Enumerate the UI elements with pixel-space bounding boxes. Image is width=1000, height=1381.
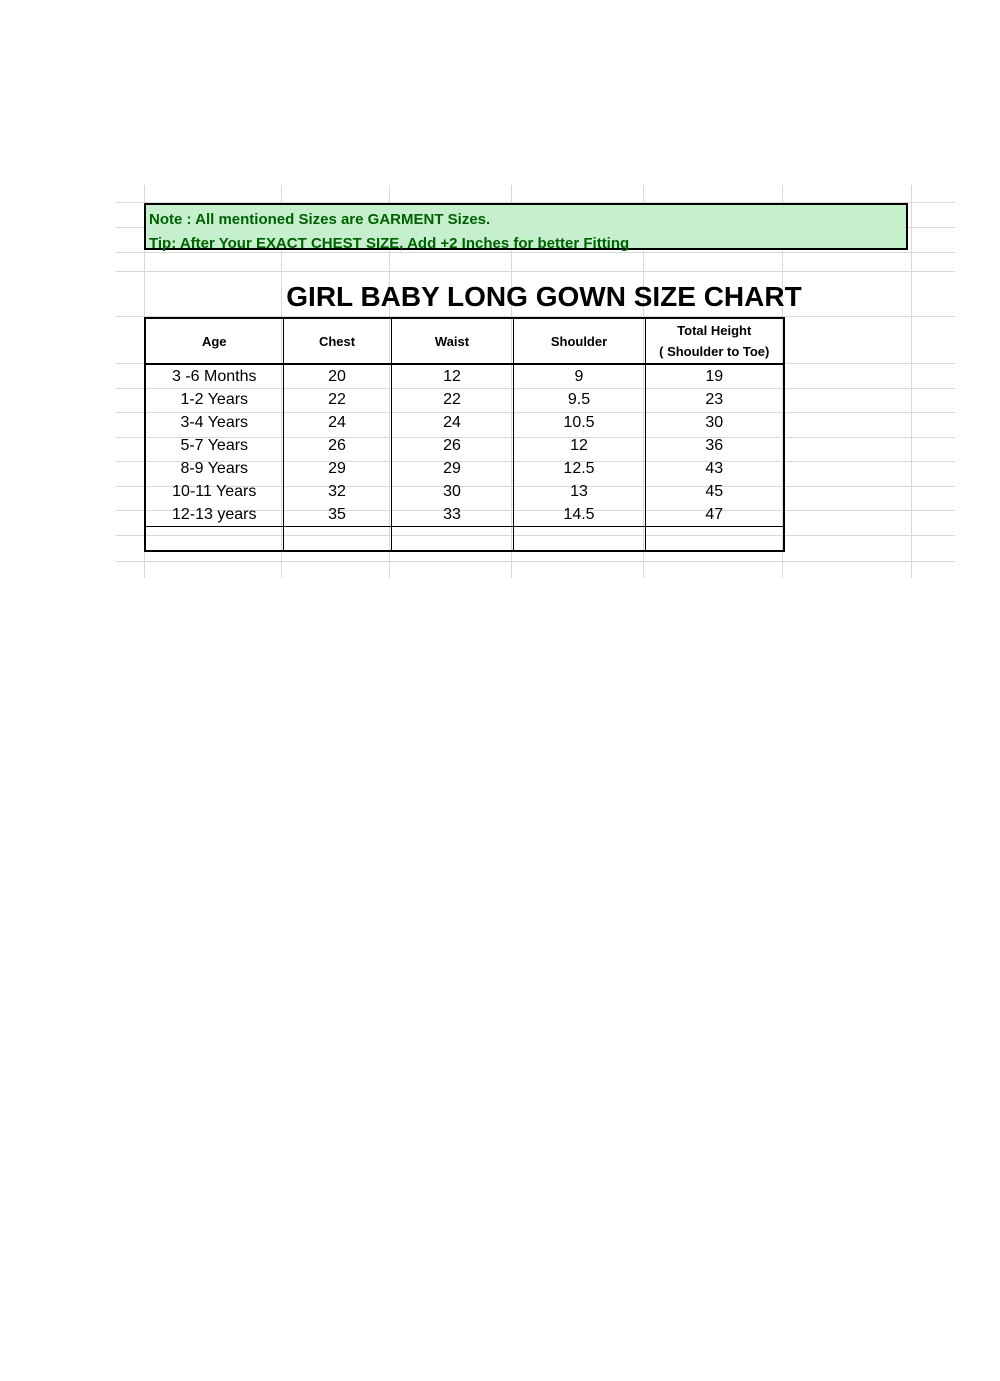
cell-total-height: 43 [645, 457, 784, 480]
header-chest: Chest [283, 318, 391, 364]
empty-cell [391, 527, 513, 552]
table-row [145, 480, 784, 503]
cell-total-height: 30 [645, 411, 784, 434]
table-row [145, 457, 784, 480]
cell-chest: 35 [283, 503, 391, 527]
table-row [145, 434, 784, 457]
size-chart-table [144, 317, 785, 552]
cell-total-height: 47 [645, 503, 784, 527]
cell-age: 8-9 Years [145, 457, 283, 480]
header-total-height [645, 318, 784, 364]
header-total-height-label: Total Height [677, 323, 752, 338]
cell-waist: 33 [391, 503, 513, 527]
cell-total-height: 36 [645, 434, 784, 457]
empty-cell [645, 527, 784, 552]
header-waist: Waist [391, 318, 513, 364]
cell-age: 3 -6 Months [145, 364, 283, 388]
garment-size-note: Note : All mentioned Sizes are GARMENT Sizes. [149, 211, 491, 228]
table-row [145, 411, 784, 434]
cell-chest: 24 [283, 411, 391, 434]
cell-age: 12-13 years [145, 503, 283, 527]
empty-cell [513, 527, 645, 552]
cell-shoulder: 9 [513, 364, 645, 388]
cell-waist: 26 [391, 434, 513, 457]
table-header-row [145, 318, 784, 364]
fitting-tip: Tip: After Your EXACT CHEST SIZE, Add +2 Inches for better Fitting [149, 235, 630, 252]
cell-waist: 24 [391, 411, 513, 434]
cell-waist: 22 [391, 388, 513, 411]
cell-shoulder: 12.5 [513, 457, 645, 480]
cell-shoulder: 12 [513, 434, 645, 457]
cell-total-height: 23 [645, 388, 784, 411]
cell-age: 3-4 Years [145, 411, 283, 434]
cell-chest: 32 [283, 480, 391, 503]
cell-shoulder: 10.5 [513, 411, 645, 434]
cell-chest: 29 [283, 457, 391, 480]
empty-cell [283, 527, 391, 552]
size-chart-title: GIRL BABY LONG GOWN SIZE CHART [286, 281, 802, 312]
cell-shoulder: 13 [513, 480, 645, 503]
empty-cell [145, 527, 283, 552]
cell-age: 5-7 Years [145, 434, 283, 457]
cell-shoulder: 14.5 [513, 503, 645, 527]
header-shoulder: Shoulder [513, 318, 645, 364]
cell-chest: 26 [283, 434, 391, 457]
cell-waist: 30 [391, 480, 513, 503]
table-row [145, 364, 784, 388]
cell-chest: 22 [283, 388, 391, 411]
header-total-height-note: ( Shoulder to Toe) [659, 344, 770, 359]
cell-chest: 20 [283, 364, 391, 388]
cell-waist: 29 [391, 457, 513, 480]
cell-total-height: 45 [645, 480, 784, 503]
cell-age: 10-11 Years [145, 480, 283, 503]
cell-waist: 12 [391, 364, 513, 388]
cell-age: 1-2 Years [145, 388, 283, 411]
fitting-note-box [144, 203, 908, 250]
table-row [145, 388, 784, 411]
table-row-empty [145, 527, 784, 552]
cell-shoulder: 9.5 [513, 388, 645, 411]
table-row [145, 503, 784, 527]
header-age: Age [145, 318, 283, 364]
cell-total-height: 19 [645, 364, 784, 388]
